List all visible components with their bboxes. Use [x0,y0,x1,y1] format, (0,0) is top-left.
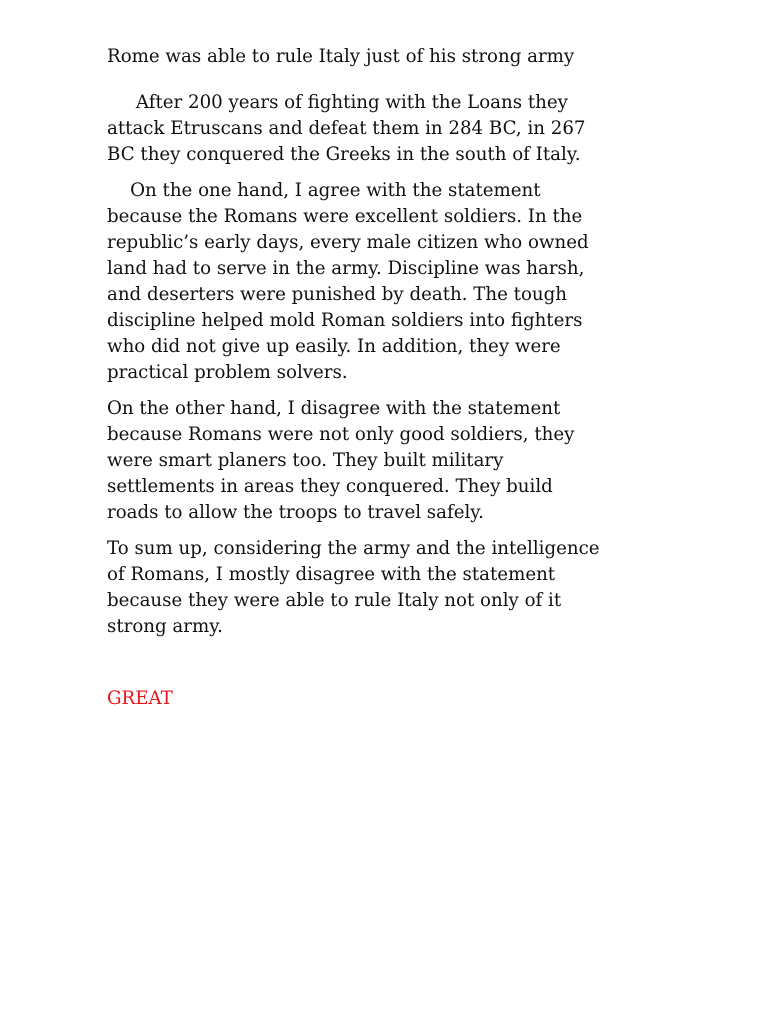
document-page [107,44,667,712]
essay-title: Rome was able to rule Italy just of his strong army [107,46,575,67]
paragraph-disagree: On the other hand, I disagree with the statement because Romans were not only good soldiers, they were smart planers too. They built military settlements in areas they conquered. They build roads to allow the troops to travel safely. [107,398,575,523]
paragraph-intro: After 200 years of fighting with the Loans they attack Etruscans and defeat them in 284 BC, in 267 BC they conquered the Greeks in the south of Italy. [107,92,586,165]
grade-comment: GREAT [107,688,173,709]
paragraph-conclusion: To sum up, considering the army and the intelligence of Romans, I mostly disagree with the statement because they were able to rule Italy not only of it strong army. [107,538,600,637]
paragraph-agree: On the one hand, I agree with the statement because the Romans were excellent soldiers. In the republic’s early days, every male citizen who owned land had to serve in the army. Discipline was harsh, and deserters were punished by death. The tough discipline helped mold Roman soldiers into fighters who did not give up easily. In addition, they were practical problem solvers. [107,180,589,383]
